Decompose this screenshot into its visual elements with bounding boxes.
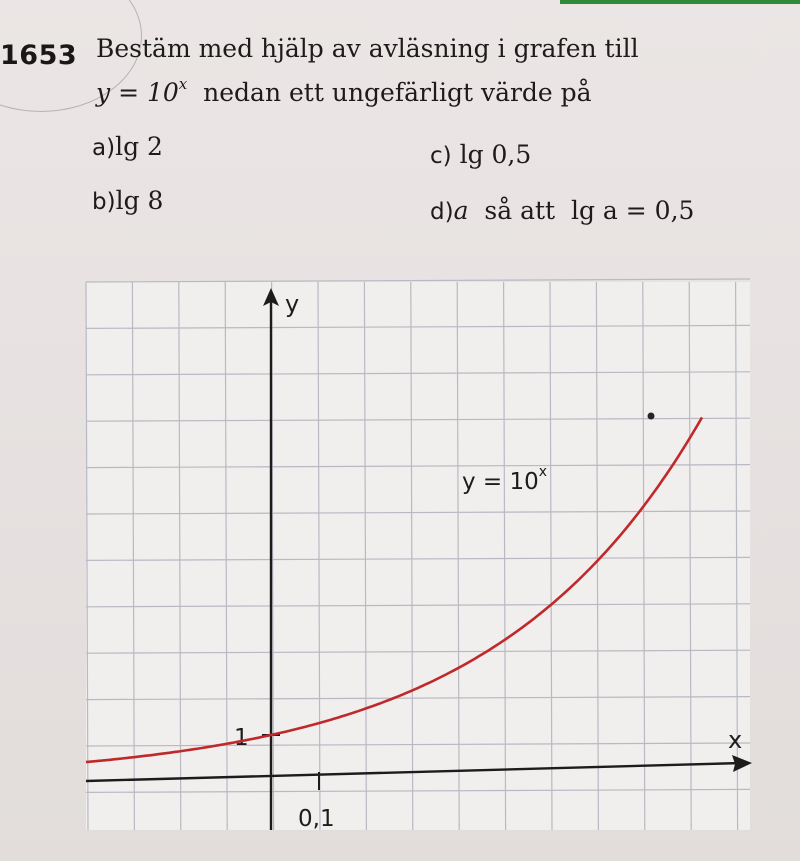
option-a-text: lg 2 <box>115 132 163 161</box>
question-line-2-rest: nedan ett ungefärligt värde på <box>203 78 592 107</box>
curve-label-text: y = 10 <box>462 469 539 495</box>
formula-exponent: x <box>178 75 188 93</box>
y-axis-label: y <box>285 290 300 318</box>
formula-text: y = 10 <box>96 78 179 107</box>
option-b-text: lg 8 <box>115 186 164 215</box>
option-d-variable: a <box>453 196 469 225</box>
x-tick-label: 0,1 <box>298 806 335 832</box>
curve-point <box>648 413 655 420</box>
grid-line-horizontal <box>86 279 750 282</box>
option-d-label: d) <box>430 199 454 225</box>
x-axis-label: x <box>728 726 743 754</box>
grid-background <box>86 282 750 830</box>
option-c-text: lg 0,5 <box>459 140 532 169</box>
exercise-number: 1653 <box>0 40 78 71</box>
option-c-label: c) <box>430 143 452 169</box>
question-line-1: Bestäm med hjälp av avläsning i grafen till <box>96 34 639 63</box>
option-a-label: a) <box>92 135 116 161</box>
y-tick-label: 1 <box>234 725 249 751</box>
option-b-label: b) <box>92 189 116 215</box>
curve-label <box>462 464 547 495</box>
option-d-middle: så att <box>484 196 556 225</box>
option-d-equation: lg a = 0,5 <box>570 196 695 225</box>
curve-label-exponent: x <box>538 464 548 480</box>
